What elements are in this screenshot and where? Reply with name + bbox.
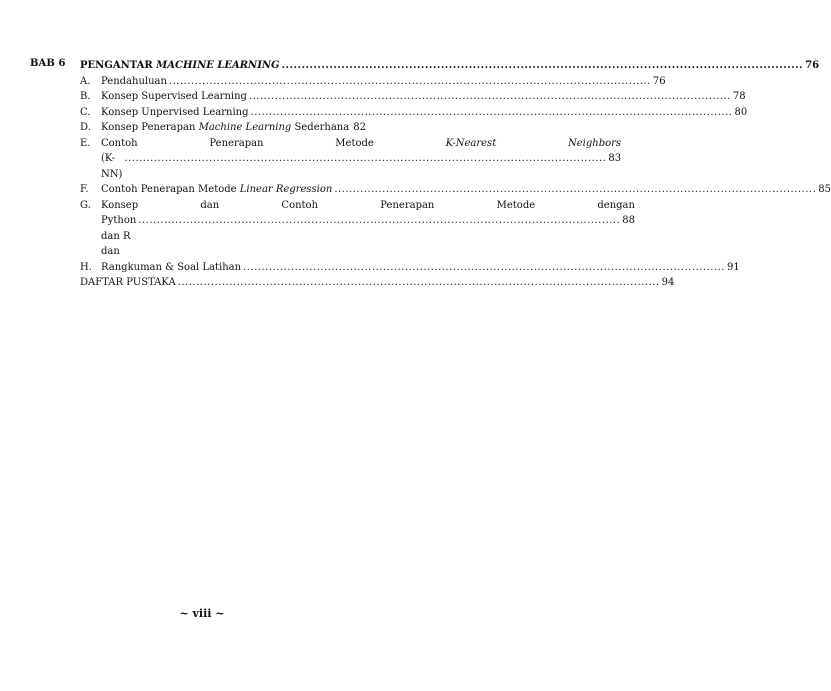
entry-title: Konsep Unpervised Learning (101, 106, 249, 118)
entry-title-line2: (K-NN) (101, 153, 123, 180)
toc-entry-h[interactable] (80, 260, 740, 276)
entry-title: Konsep Supervised Learning (101, 91, 247, 102)
toc-entry-a[interactable] (80, 74, 666, 90)
leader-dots (282, 58, 804, 74)
chapter-page-number: 76 (805, 60, 820, 71)
entry-page-number: 91 (727, 261, 740, 273)
chapter-label: BAB 6 (30, 58, 66, 69)
entry-letter: B. (80, 91, 91, 102)
toc-bibliography[interactable] (80, 275, 675, 291)
leader-dots (124, 151, 606, 167)
entry-letter: G. (80, 199, 91, 211)
toc-entry-e[interactable] (80, 136, 622, 183)
table-of-contents (80, 58, 831, 291)
leader-dots (249, 89, 731, 105)
entry-letter: E. (80, 137, 91, 149)
entry-page-number: 80 (734, 106, 748, 118)
bibliography-page-number: 94 (661, 277, 675, 288)
entry-letter: D. (80, 122, 91, 133)
toc-chapter-row[interactable] (80, 58, 820, 74)
bibliography-title: DAFTAR PUSTAKA (80, 277, 176, 288)
entry-title-line1: Contoh Penerapan Metode K-Nearest Neighbors (101, 137, 622, 149)
entry-title: Rangkuman & Soal Latihan (101, 261, 242, 273)
entry-page-number: 82 (353, 122, 366, 133)
chapter-title: PENGANTAR MACHINE LEARNING (80, 60, 280, 71)
entry-letter: F. (80, 184, 89, 195)
toc-entry-g[interactable] (80, 198, 635, 260)
toc-entry-d[interactable] (80, 120, 366, 136)
entry-title: Contoh Penerapan Metode Linear Regression (101, 184, 333, 195)
entry-page-number: 85 (818, 184, 831, 195)
leader-dots (243, 260, 725, 276)
entry-page-number: 88 (622, 215, 635, 226)
leader-dots (138, 213, 620, 229)
toc-entry-f[interactable] (80, 182, 831, 198)
toc-entry-b[interactable] (80, 89, 746, 105)
entry-page-number: 76 (652, 75, 666, 87)
entry-title-line1: Konsep dan Contoh Penerapan Metode dengan (101, 199, 635, 211)
leader-dots (169, 74, 651, 90)
leader-dots (334, 182, 816, 198)
entry-letter: H. (80, 261, 92, 273)
leader-dots (178, 275, 660, 291)
entry-page-number: 83 (608, 153, 622, 164)
entry-letter: C. (80, 106, 91, 118)
leader-dots (251, 105, 733, 121)
entry-title: Konsep Penerapan Machine Learning Sederhana (101, 122, 350, 133)
page-number-footer: ~ viii ~ (179, 607, 225, 620)
toc-entry-c[interactable] (80, 105, 748, 121)
entry-page-number: 78 (732, 91, 746, 102)
entry-title-line2: Python dan R dan (101, 215, 137, 257)
entry-title: Pendahuluan (101, 75, 167, 87)
entry-letter: A. (80, 75, 91, 87)
